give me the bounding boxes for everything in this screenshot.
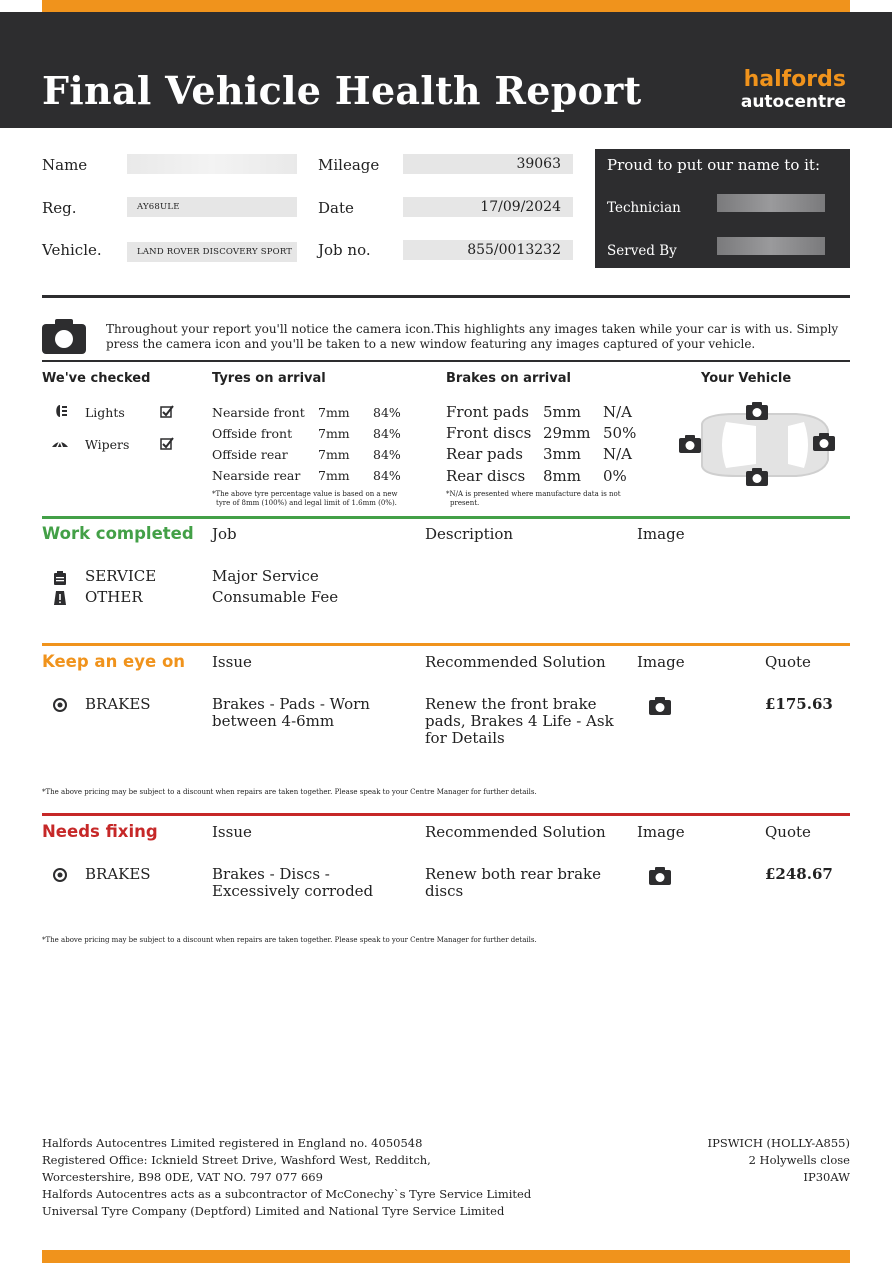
brake-value: 5mm: [543, 403, 581, 421]
column-header-quote: Quote: [765, 823, 811, 841]
issue-category: BRAKES: [85, 695, 151, 713]
date-label: Date: [318, 199, 354, 217]
footer-line: IPSWICH (HOLLY-A855): [707, 1136, 850, 1150]
solution-text: Renew the front brake: [425, 695, 597, 713]
tyre-percent: 84%: [373, 426, 401, 441]
brakes-footnote: present.: [450, 499, 480, 507]
checked-title: We've checked: [42, 371, 151, 386]
brake-item: Rear discs: [446, 467, 526, 485]
issue-category: BRAKES: [85, 865, 151, 883]
technician-name-redacted: [717, 194, 825, 212]
brand-logo-halfords: halfords: [743, 67, 846, 92]
solution-text: discs: [425, 882, 464, 900]
checked-item-lights: Lights: [85, 405, 125, 420]
camera-icon[interactable]: [42, 318, 86, 354]
camera-icon[interactable]: [746, 468, 768, 486]
column-header-image: Image: [637, 525, 685, 543]
tyres-footnote: *The above tyre percentage value is based on a new: [212, 490, 398, 498]
column-header-solution: Recommended Solution: [425, 823, 606, 841]
tyre-depth: 7mm: [318, 447, 350, 462]
checkbox-checked-icon: [160, 436, 174, 450]
tyre-depth: 7mm: [318, 405, 350, 420]
brake-item: Rear pads: [446, 445, 523, 463]
pricing-fine-print: *The above pricing may be subject to a discount when repairs are taken together. Please speak to your Centre Manager for further details.: [42, 936, 537, 944]
staff-box-title: Proud to put our name to it:: [607, 156, 821, 174]
tyre-percent: 84%: [373, 468, 401, 483]
served-by-label: Served By: [607, 243, 677, 259]
technician-label: Technician: [607, 200, 681, 216]
issue-text: between 4-6mm: [212, 712, 335, 730]
camera-icon[interactable]: [649, 697, 671, 715]
job-number-label: Job no.: [318, 241, 371, 259]
footer-line: Halfords Autocentres Limited registered in England no. 4050548: [42, 1136, 423, 1150]
camera-note: Throughout your report you'll notice the camera icon.This highlights any images taken while your car is with us. Simply press the camera icon and you'll be taken to a new window featuring any images captured of your vehicle.: [106, 322, 839, 351]
quote-price: £248.67: [765, 865, 833, 883]
brake-value: 8mm: [543, 467, 581, 485]
tyre-depth: 7mm: [318, 468, 350, 483]
bottom-accent-bar: [42, 1250, 850, 1263]
column-header-issue: Issue: [212, 823, 252, 841]
brand-logo-autocentre: autocentre: [740, 92, 846, 112]
footer-line: Universal Tyre Company (Deptford) Limited and National Tyre Service Limited: [42, 1204, 505, 1218]
column-header-image: Image: [637, 653, 685, 671]
brake-disc-icon: [53, 867, 67, 881]
solution-text: Renew both rear brake: [425, 865, 602, 883]
tyre-position: Nearside front: [212, 405, 305, 420]
tyres-footnote: tyre of 8mm (100%) and legal limit of 1.6mm (0%).: [216, 499, 397, 507]
tyres-title: Tyres on arrival: [212, 371, 326, 386]
divider: [42, 295, 850, 298]
brake-percent: N/A: [603, 403, 633, 421]
column-header-issue: Issue: [212, 653, 252, 671]
column-header-solution: Recommended Solution: [425, 653, 606, 671]
quote-price: £175.63: [765, 695, 833, 713]
camera-icon[interactable]: [813, 433, 835, 451]
column-header-image: Image: [637, 823, 685, 841]
brake-percent: N/A: [603, 445, 633, 463]
issue-text: Excessively corroded: [212, 882, 374, 900]
camera-icon[interactable]: [746, 402, 768, 420]
pricing-fine-print: *The above pricing may be subject to a discount when repairs are taken together. Please speak to your Centre Manager for further details.: [42, 788, 537, 796]
camera-icon[interactable]: [649, 867, 671, 885]
brake-value: 3mm: [543, 445, 581, 463]
footer-line: 2 Holywells close: [748, 1153, 850, 1167]
needs-fixing-title: Needs fixing: [42, 822, 158, 841]
tyre-percent: 84%: [373, 405, 401, 420]
brake-percent: 50%: [603, 424, 637, 442]
tyre-percent: 84%: [373, 447, 401, 462]
vehicle-label: Vehicle.: [42, 241, 102, 259]
brake-value: 29mm: [543, 424, 591, 442]
name-label: Name: [42, 156, 88, 174]
tyre-position: Offside front: [212, 426, 293, 441]
checked-item-wipers: Wipers: [85, 437, 130, 452]
footer-line: Halfords Autocentres acts as a subcontractor of McConechy`s Tyre Service Limited: [42, 1187, 532, 1201]
footer-line: IP30AW: [803, 1170, 850, 1184]
tyre-depth: 7mm: [318, 426, 350, 441]
work-category: OTHER: [85, 588, 143, 606]
issue-text: Brakes - Discs -: [212, 865, 330, 883]
issue-text: Brakes - Pads - Worn: [212, 695, 370, 713]
work-completed-title: Work completed: [42, 524, 194, 543]
reg-label: Reg.: [42, 199, 77, 217]
camera-icon[interactable]: [679, 435, 701, 453]
top-accent-bar: [42, 0, 850, 12]
brake-item: Front pads: [446, 403, 529, 421]
footer-line: Worcestershire, B98 0DE, VAT NO. 797 077 669: [42, 1170, 323, 1184]
solution-text: pads, Brakes 4 Life - Ask: [425, 712, 614, 730]
name-field-redacted: [127, 154, 297, 174]
served-by-name-redacted: [717, 237, 825, 255]
reg-field: AY68ULE: [127, 197, 297, 217]
solution-text: for Details: [425, 729, 505, 747]
page-title: Final Vehicle Health Report: [42, 68, 642, 113]
vehicle-field: LAND ROVER DISCOVERY SPORT: [127, 242, 297, 262]
footer-line: Registered Office: Icknield Street Drive, Washford West, Redditch,: [42, 1153, 431, 1167]
brakes-title: Brakes on arrival: [446, 371, 571, 386]
divider-orange: [42, 643, 850, 646]
keep-eye-title: Keep an eye on: [42, 652, 186, 671]
brake-percent: 0%: [603, 467, 627, 485]
mileage-label: Mileage: [318, 156, 380, 174]
footer-company-info: [42, 1135, 531, 1220]
column-header-job: Job: [212, 525, 237, 543]
brakes-footnote: *N/A is presented where manufacture data is not: [446, 490, 621, 498]
date-field: 17/09/2024: [403, 197, 573, 217]
work-category: SERVICE: [85, 567, 157, 585]
headlight-icon: [52, 403, 68, 417]
divider-green: [42, 516, 850, 519]
column-header-quote: Quote: [765, 653, 811, 671]
brake-disc-icon: [53, 697, 67, 711]
work-job: Major Service: [212, 567, 319, 585]
mileage-field: 39063: [403, 154, 573, 174]
work-job: Consumable Fee: [212, 588, 339, 606]
tyre-position: Offside rear: [212, 447, 288, 462]
your-vehicle-title: Your Vehicle: [701, 371, 792, 386]
checkbox-checked-icon: [160, 404, 174, 418]
divider: [42, 360, 850, 362]
tyre-position: Nearside rear: [212, 468, 301, 483]
job-number-field: 855/0013232: [403, 240, 573, 260]
footer-centre-address: [708, 1135, 850, 1186]
divider-red: [42, 813, 850, 816]
wiper-icon: [51, 436, 69, 450]
clipboard-icon: [53, 570, 67, 584]
brake-item: Front discs: [446, 424, 532, 442]
warning-icon: [53, 590, 67, 604]
column-header-description: Description: [425, 525, 514, 543]
